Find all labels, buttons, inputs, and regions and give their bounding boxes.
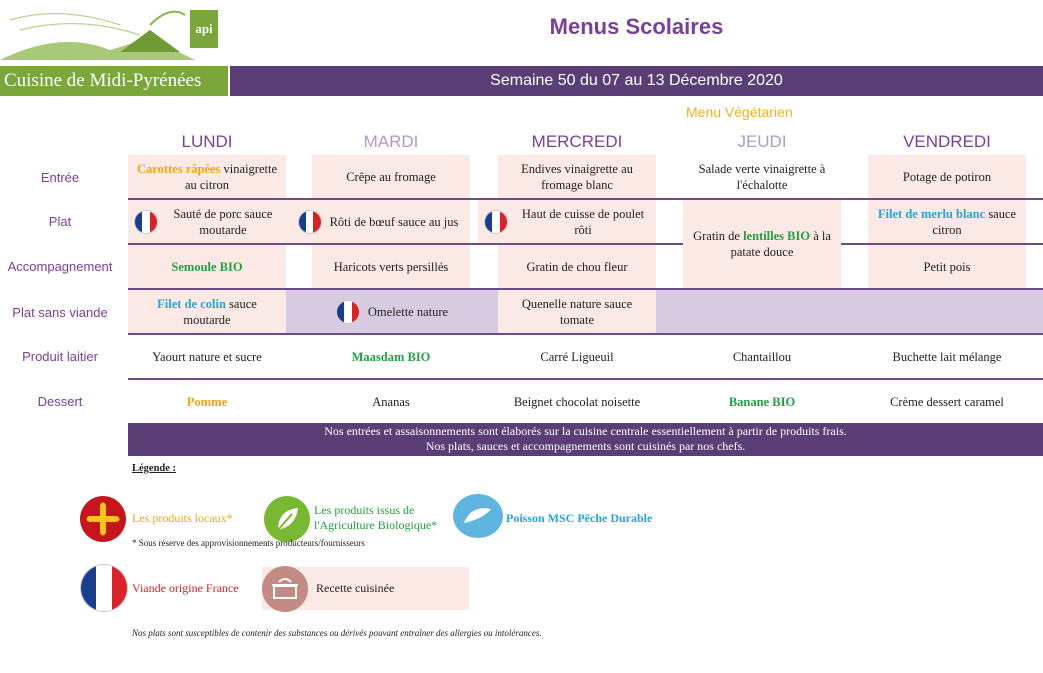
menu-cell <box>478 200 656 243</box>
cell-text: Ananas <box>372 394 410 409</box>
legend-footnote: * Sous réserve des approvisionnements producteurs/fournisseurs <box>132 538 365 548</box>
cell-text: Haricots verts persillés <box>333 259 449 274</box>
menu-cell <box>498 245 656 288</box>
cell-text: Rôti de bœuf sauce au jus <box>329 214 459 229</box>
info-line: Nos plats, sauces et accompagnements sont cuisinés par nos chefs. <box>425 439 746 453</box>
cell-text: Omelette nature <box>367 304 449 319</box>
occitan-cross-icon <box>80 496 126 542</box>
legend-recette-label: Recette cuisinée <box>316 581 395 595</box>
cell-text: Carré Ligueuil <box>540 349 614 364</box>
brand-name: Cuisine de Midi-Pyrénées <box>0 66 228 96</box>
menu-cell <box>128 245 286 288</box>
france-flag-icon <box>298 210 322 234</box>
menu-cell <box>312 335 470 378</box>
day-header-lundi: LUNDI <box>181 132 233 151</box>
info-line: Nos entrées et assaisonnements sont élaborés sur la cuisine centrale essentiellement à partir de produits frais. <box>324 424 847 438</box>
menu-cell <box>683 335 841 378</box>
local-product-text: Carottes râpées <box>136 161 221 176</box>
cell-text: vinaigrette au citron <box>184 161 277 192</box>
menu-cell <box>312 245 470 288</box>
menu-cell <box>868 335 1026 378</box>
cell-text: Petit pois <box>923 259 971 274</box>
menu-cell <box>498 155 656 198</box>
msc-product-text: Filet de merlu blanc <box>877 206 986 221</box>
info-banner <box>128 423 1043 456</box>
day-header-jeudi: JEUDI <box>737 132 787 151</box>
menu-cell-jeudi-plat <box>683 200 841 288</box>
menu-cell <box>312 380 470 423</box>
france-flag-icon <box>80 564 128 612</box>
menu-cell <box>286 200 470 243</box>
day-header-mercredi: MERCREDI <box>531 132 623 151</box>
cooking-pot-icon <box>262 566 308 612</box>
menu-cell <box>683 380 841 423</box>
menu-cell <box>498 290 656 333</box>
cell-text: sauce citron <box>932 206 1017 237</box>
local-product-text: Pomme <box>186 394 228 409</box>
menu-cell <box>498 335 656 378</box>
msc-product-text: Filet de colin <box>157 296 226 311</box>
row-label-accompagnement: Accompagnement <box>7 259 113 274</box>
row-label-entree: Entrée <box>40 170 80 185</box>
row-label-dessert: Dessert <box>37 394 83 409</box>
bio-product-text: Maasdam BIO <box>351 349 431 364</box>
cell-text: à la patate douce <box>730 229 831 259</box>
legend-msc-label: Poisson MSC Pêche Durable <box>506 511 653 525</box>
day-header-mardi: MARDI <box>363 132 419 151</box>
france-flag-icon <box>484 210 508 234</box>
cell-text: Gratin de <box>693 229 744 243</box>
france-flag-icon <box>336 300 360 324</box>
menu-cell <box>683 155 841 198</box>
menu-cell <box>498 380 656 423</box>
msc-fish-icon <box>453 494 503 538</box>
vegetarian-menu-label: Menu Végétarien <box>686 104 793 120</box>
legend-viande-label: Viande origine France <box>132 581 239 595</box>
page-title: Menus Scolaires <box>549 14 724 39</box>
legend-title: Légende : <box>132 463 177 474</box>
france-flag-icon <box>134 210 158 234</box>
bio-product-text: Semoule BIO <box>171 259 243 274</box>
menu-cell <box>312 155 470 198</box>
cell-text: Salade verte vinaigrette à l'échalotte <box>698 161 826 192</box>
legend-local-label: Les produits locaux* <box>132 511 233 525</box>
api-badge: api <box>190 10 218 48</box>
row-label-laitier: Produit laitier <box>22 349 98 364</box>
cell-text: Haut de cuisse de poulet rôti <box>521 206 645 237</box>
bio-product-text: lentilles BIO <box>743 229 811 243</box>
cell-text: Quenelle nature sauce tomate <box>521 296 633 327</box>
bio-product-text: Banane BIO <box>728 394 796 409</box>
menu-cell <box>868 155 1026 198</box>
row-label-plat: Plat <box>48 214 72 229</box>
cell-text: sauce moutarde <box>183 296 257 327</box>
week-banner: Semaine 50 du 07 au 13 Décembre 2020 <box>230 66 1043 96</box>
menu-cell <box>128 155 286 198</box>
row-label-sans-viande: Plat sans viande <box>12 305 108 320</box>
allergy-note: Nos plats sont susceptibles de contenir des substances ou dérivés pouvant entraîner des allergies ou intolérances. <box>132 628 542 638</box>
menu-cell <box>868 245 1026 288</box>
menu-cell <box>286 290 498 333</box>
menu-cell <box>128 290 286 333</box>
cell-text: Sauté de porc sauce moutarde <box>173 206 273 237</box>
cell-text: Potage de potiron <box>902 169 992 184</box>
legend-bio-label: Les produits issus de l'Agriculture Biologique* <box>314 503 438 532</box>
cell-text: Crêpe au fromage <box>346 169 436 184</box>
menu-cell <box>868 380 1026 423</box>
cell-text: Crème dessert caramel <box>890 394 1004 409</box>
cell-text: Chantaillou <box>732 349 792 364</box>
menu-cell <box>128 380 286 423</box>
menu-cell <box>868 200 1026 243</box>
cell-text: Yaourt nature et sucre <box>152 349 262 364</box>
bio-leaf-icon <box>264 496 310 542</box>
cell-text: Buchette lait mélange <box>892 349 1002 364</box>
cell-text: Gratin de chou fleur <box>526 259 628 274</box>
day-header-vendredi: VENDREDI <box>903 132 991 151</box>
cell-text: Endives vinaigrette au fromage blanc <box>521 161 633 192</box>
menu-cell-empty <box>656 290 1043 333</box>
cell-text: Beignet chocolat noisette <box>513 394 641 409</box>
menu-cell <box>128 335 286 378</box>
menu-cell <box>128 200 286 243</box>
